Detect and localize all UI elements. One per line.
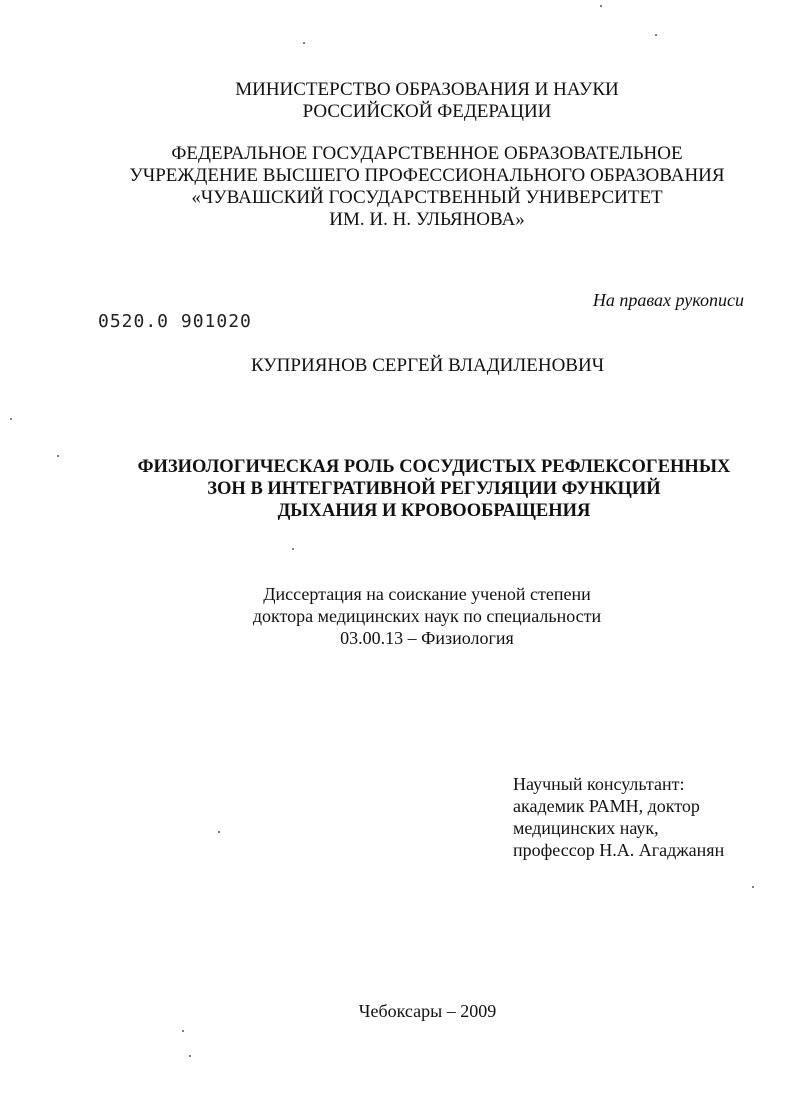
city-year: Чебоксары – 2009 bbox=[358, 1001, 497, 1021]
scan-speck bbox=[57, 455, 59, 457]
scan-speck bbox=[182, 1030, 184, 1032]
scan-speck bbox=[189, 1055, 191, 1057]
institution-line-4: ИМ. И. Н. УЛЬЯНОВА» bbox=[329, 209, 525, 230]
institution-line-3: «ЧУВАШСКИЙ ГОСУДАРСТВЕННЫЙ УНИВЕРСИТЕТ bbox=[191, 187, 663, 208]
ministry-heading bbox=[28, 79, 798, 123]
consultant-line-1: Научный консультант: bbox=[513, 774, 685, 794]
scan-speck bbox=[218, 831, 220, 833]
manuscript-note: На правах рукописи bbox=[592, 290, 744, 310]
consultant-line-2: академик РАМН, доктор bbox=[513, 796, 700, 816]
consultant-line-3: медицинских наук, bbox=[513, 818, 659, 838]
institution-line-1: ФЕДЕРАЛЬНОЕ ГОСУДАРСТВЕННОЕ ОБРАЗОВАТЕЛЬНОЕ bbox=[171, 143, 683, 164]
degree-line-1: Диссертация на соискание ученой степени bbox=[263, 584, 591, 604]
ministry-line-2: РОССИЙСКОЙ ФЕДЕРАЦИИ bbox=[302, 101, 552, 122]
author-name: КУПРИЯНОВ СЕРГЕЙ ВЛАДИЛЕНОВИЧ bbox=[250, 355, 605, 376]
degree-statement bbox=[28, 583, 798, 649]
title-line-2: ЗОН В ИНТЕГРАТИВНОЙ РЕГУЛЯЦИИ ФУНКЦИЙ bbox=[207, 479, 661, 499]
scan-speck bbox=[303, 42, 305, 44]
consultant-line-4: профессор Н.А. Агаджанян bbox=[513, 840, 725, 860]
dissertation-title bbox=[35, 456, 798, 522]
title-line-3: ДЫХАНИЯ И КРОВООБРАЩЕНИЯ bbox=[277, 501, 591, 521]
degree-line-3: 03.00.13 – Физиология bbox=[340, 628, 514, 648]
catalog-number: 0520.0 901020 bbox=[98, 311, 252, 332]
institution-heading bbox=[28, 143, 798, 231]
scan-speck bbox=[600, 5, 602, 7]
scan-speck bbox=[752, 886, 754, 888]
scan-speck bbox=[10, 418, 12, 420]
title-line-1: ФИЗИОЛОГИЧЕСКАЯ РОЛЬ СОСУДИСТЫХ РЕФЛЕКСОГЕННЫХ bbox=[137, 457, 731, 477]
scan-speck bbox=[655, 34, 657, 36]
ministry-line-1: МИНИСТЕРСТВО ОБРАЗОВАНИЯ И НАУКИ bbox=[235, 79, 619, 100]
scientific-consultant bbox=[513, 773, 724, 861]
degree-line-2: доктора медицинских наук по специальности bbox=[252, 606, 602, 626]
institution-line-2: УЧРЕЖДЕНИЕ ВЫСШЕГО ПРОФЕССИОНАЛЬНОГО ОБРАЗОВАНИЯ bbox=[129, 165, 725, 186]
scan-speck bbox=[292, 548, 294, 550]
